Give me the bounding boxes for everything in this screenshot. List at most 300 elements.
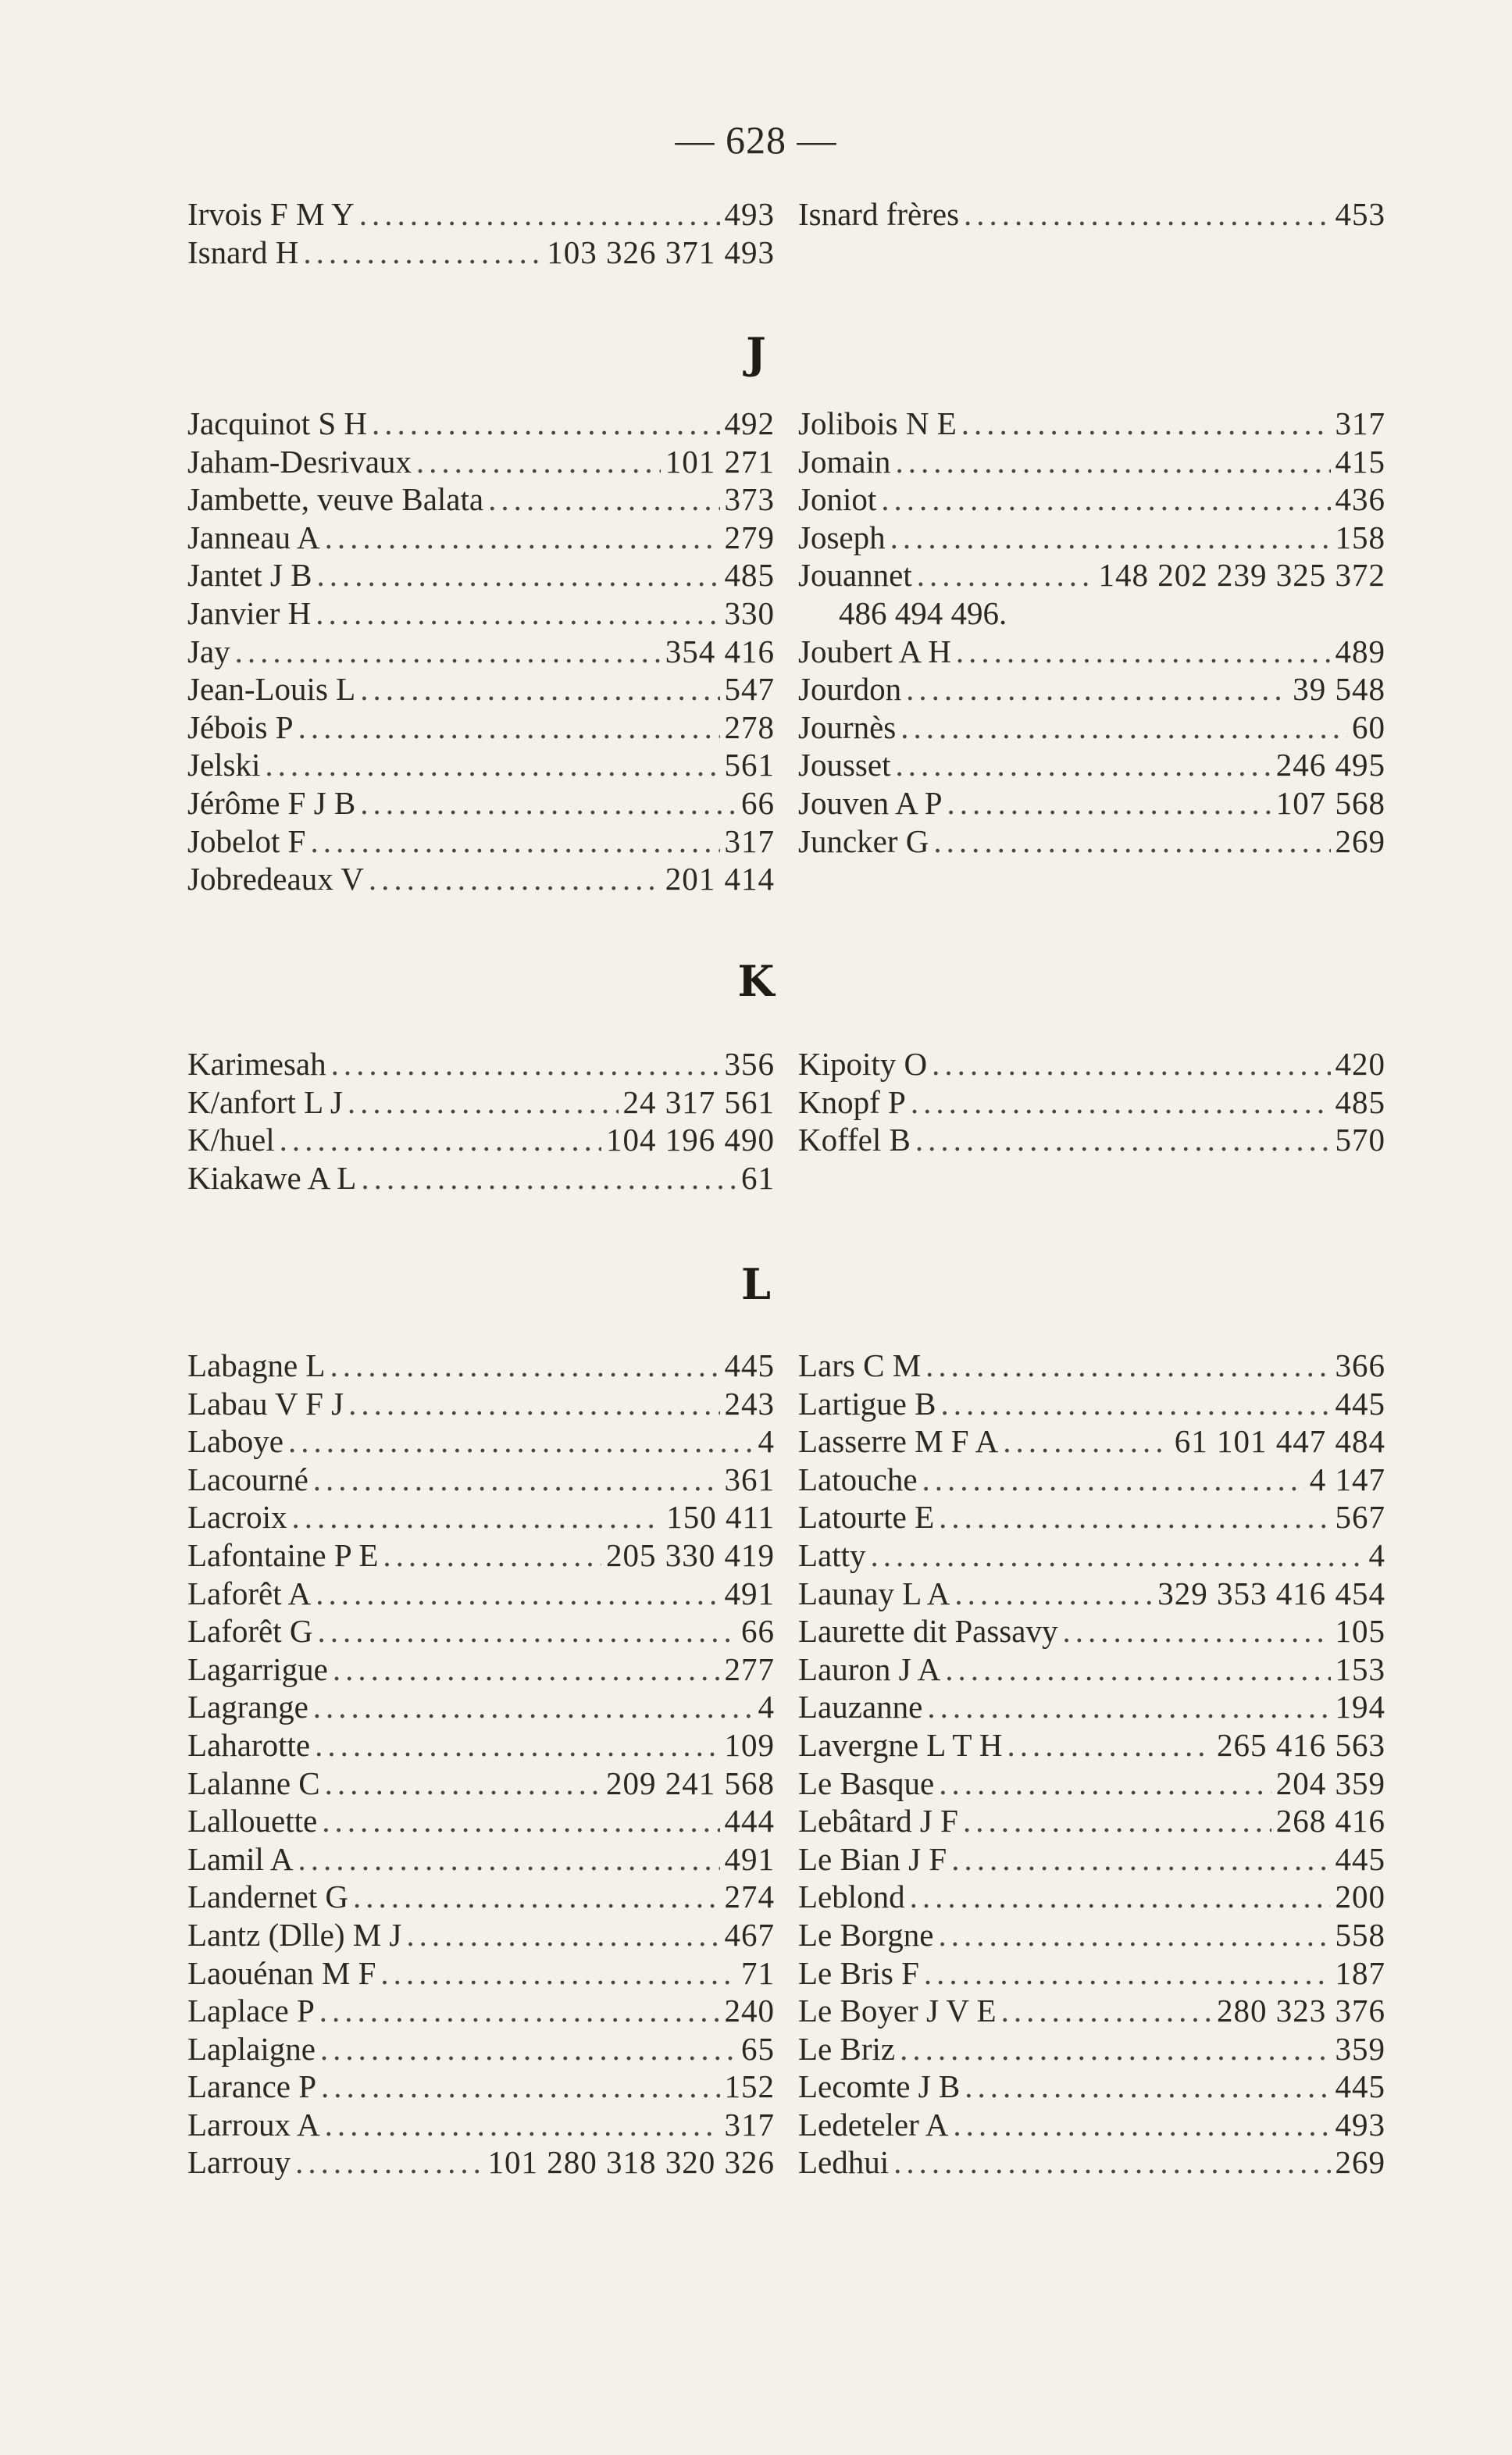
entry-name: Kiakawe A L xyxy=(187,1159,357,1196)
section-letter-j: J xyxy=(746,328,766,378)
entry-pages: 489 xyxy=(1335,633,1385,669)
entry-pages: 268 416 xyxy=(1275,1803,1385,1839)
leader-dots xyxy=(280,1121,601,1158)
entry-pages: 359 xyxy=(1335,2030,1385,2067)
entry-name: Leblond xyxy=(798,1879,905,1915)
entry-pages: 317 xyxy=(724,822,775,859)
entry-name: Jomain xyxy=(798,443,891,480)
entry-name: Jean-Louis L xyxy=(187,671,356,708)
leader-dots xyxy=(1062,1612,1330,1650)
index-entry xyxy=(187,1461,775,1499)
index-entry xyxy=(187,1916,775,1954)
entry-name: 486 494 496. xyxy=(839,594,1007,631)
entry-name: Jolibois N E xyxy=(798,405,957,441)
leader-dots xyxy=(953,2106,1330,2143)
leader-dots xyxy=(265,746,719,783)
entry-name: Le Borgne xyxy=(798,1916,934,1953)
leader-dots xyxy=(1007,1726,1213,1764)
entry-pages: 445 xyxy=(1335,1840,1385,1877)
index-entry xyxy=(187,1498,775,1536)
entry-name: Le Bian J F xyxy=(798,1840,947,1877)
index-entry xyxy=(187,1954,775,1993)
index-entry xyxy=(798,708,1385,747)
entry-name: Le Boyer J V E xyxy=(798,1993,997,2029)
index-entry xyxy=(798,1840,1385,1879)
entry-pages: 204 359 xyxy=(1275,1765,1385,1801)
entry-pages: 280 323 376 xyxy=(1217,1993,1385,2029)
leader-dots xyxy=(325,2106,720,2143)
entry-name: Jérôme F J B xyxy=(187,784,356,821)
entry-name: Lars C M xyxy=(798,1347,922,1383)
entry-pages: 493 xyxy=(1335,2106,1385,2143)
index-column-l-left xyxy=(187,1347,775,2182)
index-entry xyxy=(187,784,775,822)
index-entry xyxy=(187,519,775,557)
index-entry xyxy=(798,519,1385,557)
entry-name: Lavergne L T H xyxy=(798,1726,1003,1763)
index-entry xyxy=(187,1612,775,1650)
entry-name: Jousset xyxy=(798,747,891,783)
index-entry xyxy=(187,1688,775,1726)
index-entry xyxy=(187,594,775,633)
entry-pages: 558 xyxy=(1335,1916,1385,1953)
index-entry xyxy=(798,670,1385,708)
entry-name: Laplaigne xyxy=(187,2030,316,2067)
leader-dots xyxy=(871,1536,1364,1574)
entry-pages: 453 xyxy=(1335,196,1385,232)
index-entry xyxy=(187,480,775,519)
entry-pages: 109 xyxy=(724,1726,775,1763)
entry-name: Joubert A H xyxy=(798,633,951,669)
leader-dots xyxy=(895,746,1271,783)
entry-name: K/anfort L J xyxy=(187,1083,343,1120)
index-entry xyxy=(798,1575,1385,1613)
entry-name: Lantz (Dlle) M J xyxy=(187,1916,402,1953)
entry-name: Labau V F J xyxy=(187,1385,344,1422)
entry-name: Jobelot F xyxy=(187,822,306,859)
index-column-i-right xyxy=(798,195,1385,234)
entry-pages: 445 xyxy=(1335,2068,1385,2105)
index-entry xyxy=(187,746,775,784)
entry-name: Lamil A xyxy=(187,1840,294,1877)
leader-dots xyxy=(893,2143,1330,2181)
entry-pages: 4 147 xyxy=(1309,1461,1385,1497)
index-entry xyxy=(187,2030,775,2068)
entry-name: Juncker G xyxy=(798,822,929,859)
entry-name: Lauron J A xyxy=(798,1650,941,1687)
entry-name: Lasserre M F A xyxy=(798,1423,999,1460)
index-entry xyxy=(798,1878,1385,1916)
leader-dots xyxy=(915,1121,1331,1158)
leader-dots xyxy=(295,2143,483,2181)
entry-name: Lauzanne xyxy=(798,1689,923,1725)
leader-dots xyxy=(927,1688,1330,1725)
entry-name: Ledhui xyxy=(798,2144,890,2181)
entry-pages: 561 xyxy=(724,747,775,783)
index-entry xyxy=(187,2106,775,2144)
entry-name: Laplace P xyxy=(187,1993,315,2029)
index-entry xyxy=(187,1121,775,1159)
entry-pages: 491 xyxy=(724,1575,775,1611)
index-entry xyxy=(798,1916,1385,1954)
index-entry xyxy=(187,1840,775,1879)
leader-dots xyxy=(361,1159,736,1197)
entry-name: Lebâtard J F xyxy=(798,1803,958,1839)
entry-name: Jambette, veuve Balata xyxy=(187,481,484,518)
entry-name: Kipoity O xyxy=(798,1046,928,1082)
entry-name: Janneau A xyxy=(187,519,320,555)
leader-dots xyxy=(947,784,1271,822)
entry-pages: 269 xyxy=(1335,822,1385,859)
index-entry xyxy=(798,1045,1385,1083)
entry-name: Jelski xyxy=(187,747,261,783)
leader-dots xyxy=(940,1385,1330,1422)
entry-pages: 205 330 419 xyxy=(606,1536,775,1573)
index-entry xyxy=(798,1765,1385,1803)
index-entry xyxy=(187,1575,775,1613)
index-entry xyxy=(187,1385,775,1423)
entry-name: Larroux A xyxy=(187,2106,320,2143)
entry-pages: 485 xyxy=(724,557,775,594)
leader-dots xyxy=(965,2068,1330,2105)
entry-pages: 66 xyxy=(741,784,775,821)
leader-dots xyxy=(330,1347,719,1384)
section-letter-l: L xyxy=(741,1259,771,1309)
index-entry xyxy=(798,1498,1385,1536)
index-entry xyxy=(187,1650,775,1689)
leader-dots xyxy=(964,195,1330,233)
entry-pages: 420 xyxy=(1335,1046,1385,1082)
entry-pages: 24 317 561 xyxy=(622,1083,775,1120)
entry-pages: 354 416 xyxy=(665,633,775,669)
entry-pages: 373 xyxy=(724,481,775,518)
entry-pages: 278 xyxy=(724,708,775,745)
leader-dots xyxy=(488,480,719,518)
leader-dots xyxy=(900,708,1347,746)
entry-pages: 445 xyxy=(1335,1385,1385,1422)
leader-dots xyxy=(932,1045,1330,1083)
index-entry xyxy=(798,1461,1385,1499)
index-entry xyxy=(798,1688,1385,1726)
leader-dots xyxy=(939,1498,1330,1536)
entry-pages: 547 xyxy=(724,671,775,708)
entry-pages: 101 271 xyxy=(665,443,775,480)
index-entry xyxy=(187,234,775,272)
leader-dots xyxy=(939,1765,1271,1802)
entry-name: Jourdon xyxy=(798,671,902,708)
index-column-l-right xyxy=(798,1347,1385,2182)
entry-name: Latty xyxy=(798,1536,866,1573)
entry-pages: 61 xyxy=(741,1159,775,1196)
entry-name: Launay L A xyxy=(798,1575,950,1611)
leader-dots xyxy=(925,1347,1330,1384)
entry-name: Lartigue B xyxy=(798,1385,936,1422)
entry-pages: 317 xyxy=(724,2106,775,2143)
entry-pages: 246 495 xyxy=(1275,747,1385,783)
entry-pages: 66 xyxy=(741,1613,775,1650)
entry-pages: 269 xyxy=(1335,2144,1385,2181)
leader-dots xyxy=(288,1422,754,1460)
leader-dots xyxy=(951,1840,1330,1878)
entry-name: Lacourné xyxy=(187,1461,308,1497)
entry-name: Jaham-Desrivaux xyxy=(187,443,412,480)
index-column-j-right xyxy=(798,405,1385,860)
leader-dots xyxy=(359,195,720,233)
leader-dots xyxy=(325,519,720,556)
index-entry xyxy=(798,1536,1385,1575)
leader-dots xyxy=(353,1878,719,1915)
leader-dots xyxy=(315,1726,719,1764)
index-entry xyxy=(187,405,775,443)
leader-dots xyxy=(380,1954,736,1992)
leader-dots xyxy=(316,556,719,594)
leader-dots xyxy=(298,708,720,746)
entry-pages: 329 353 416 454 xyxy=(1157,1575,1385,1611)
entry-pages: 467 xyxy=(724,1916,775,1953)
entry-pages: 4 xyxy=(1368,1536,1385,1573)
entry-pages: 103 326 371 493 xyxy=(547,234,775,270)
entry-name: Lecomte J B xyxy=(798,2068,961,2105)
entry-pages: 200 xyxy=(1335,1879,1385,1915)
leader-dots xyxy=(1003,1422,1170,1460)
index-entry xyxy=(798,784,1385,822)
leader-dots xyxy=(316,1575,719,1612)
entry-pages: 104 196 490 xyxy=(606,1122,775,1158)
index-entry xyxy=(798,1802,1385,1840)
index-entry xyxy=(187,708,775,747)
index-entry xyxy=(187,1536,775,1575)
leader-dots xyxy=(333,1650,720,1688)
page-number: — 628 — xyxy=(675,118,837,162)
index-entry xyxy=(187,1045,775,1083)
index-entry xyxy=(798,1992,1385,2030)
index-entry xyxy=(187,670,775,708)
index-column-j-left xyxy=(187,405,775,898)
leader-dots xyxy=(906,670,1288,708)
entry-pages: 240 xyxy=(724,1993,775,2029)
index-entry xyxy=(187,1083,775,1122)
leader-dots xyxy=(954,1575,1153,1612)
index-entry xyxy=(798,1385,1385,1423)
entry-name: Jouannet xyxy=(798,557,912,594)
index-entry xyxy=(187,860,775,898)
entry-name: Lalanne C xyxy=(187,1765,320,1801)
entry-name: Laboye xyxy=(187,1423,284,1460)
entry-name: Joseph xyxy=(798,519,886,555)
index-column-k-left xyxy=(187,1045,775,1197)
leader-dots xyxy=(291,1498,662,1536)
entry-name: Isnard H xyxy=(187,234,299,270)
entry-pages: 567 xyxy=(1335,1499,1385,1536)
entry-name: Lallouette xyxy=(187,1803,318,1839)
section-letter-k: K xyxy=(737,956,775,1006)
index-entry xyxy=(187,633,775,671)
leader-dots xyxy=(331,1045,720,1083)
index-entry xyxy=(798,1347,1385,1385)
entry-name: Karimesah xyxy=(187,1046,326,1082)
entry-pages: 317 xyxy=(1335,405,1385,441)
leader-dots xyxy=(318,1612,737,1650)
entry-pages: 4 xyxy=(758,1423,775,1460)
leader-dots xyxy=(911,1083,1331,1121)
index-entry xyxy=(187,1992,775,2030)
index-entry xyxy=(798,1612,1385,1650)
entry-name: Lagarrigue xyxy=(187,1650,328,1687)
entry-name: Le Briz xyxy=(798,2030,896,2067)
index-entry xyxy=(798,822,1385,861)
entry-pages: 39 548 xyxy=(1293,671,1385,708)
leader-dots xyxy=(900,2030,1330,2068)
entry-pages: 277 xyxy=(724,1650,775,1687)
entry-pages: 194 xyxy=(1335,1689,1385,1725)
leader-dots xyxy=(321,2068,719,2105)
index-entry xyxy=(798,2143,1385,2182)
entry-pages: 493 xyxy=(724,196,775,232)
leader-dots xyxy=(360,784,736,822)
leader-dots xyxy=(910,1878,1331,1915)
entry-name: Laouénan M F xyxy=(187,1954,376,1991)
entry-name: Larrouy xyxy=(187,2144,291,2181)
index-entry xyxy=(798,2068,1385,2106)
index-column-i-left xyxy=(187,195,775,271)
leader-dots xyxy=(313,1461,720,1498)
entry-pages: 150 411 xyxy=(666,1499,775,1536)
leader-dots xyxy=(298,1840,720,1878)
entry-pages: 444 xyxy=(724,1803,775,1839)
entry-pages: 445 xyxy=(724,1347,775,1383)
entry-pages: 187 xyxy=(1335,1954,1385,1991)
leader-dots xyxy=(325,1765,601,1802)
index-entry xyxy=(187,556,775,594)
entry-pages: 492 xyxy=(724,405,775,441)
index-entry xyxy=(187,1802,775,1840)
entry-pages: 101 280 318 320 326 xyxy=(487,2144,775,2181)
leader-dots xyxy=(360,670,719,708)
leader-dots xyxy=(881,480,1330,518)
leader-dots xyxy=(348,1083,619,1121)
index-column-k-right xyxy=(798,1045,1385,1159)
index-entry xyxy=(798,1954,1385,1993)
entry-name: Lafontaine P E xyxy=(187,1536,379,1573)
leader-dots xyxy=(369,860,661,897)
index-entry-continuation xyxy=(798,594,1385,633)
leader-dots xyxy=(406,1916,719,1954)
entry-pages: 265 416 563 xyxy=(1217,1726,1385,1763)
entry-name: Jantet J B xyxy=(187,557,312,594)
leader-dots xyxy=(922,1461,1305,1498)
leader-dots xyxy=(372,405,719,442)
entry-name: Le Bris F xyxy=(798,1954,919,1991)
entry-pages: 415 xyxy=(1335,443,1385,480)
leader-dots xyxy=(917,556,1094,594)
entry-pages: 158 xyxy=(1335,519,1385,555)
leader-dots xyxy=(383,1536,601,1574)
leader-dots xyxy=(348,1385,719,1422)
entry-pages: 330 xyxy=(724,594,775,631)
index-entry xyxy=(798,2030,1385,2068)
leader-dots xyxy=(322,1802,719,1839)
entry-pages: 152 xyxy=(724,2068,775,2105)
index-entry xyxy=(798,1422,1385,1461)
index-entry xyxy=(798,195,1385,234)
index-entry xyxy=(187,1159,775,1197)
entry-pages: 105 xyxy=(1335,1613,1385,1650)
leader-dots xyxy=(235,633,661,670)
entry-pages: 60 xyxy=(1352,708,1385,745)
entry-pages: 71 xyxy=(741,1954,775,1991)
leader-dots xyxy=(938,1916,1330,1954)
entry-pages: 107 568 xyxy=(1275,784,1385,821)
leader-dots xyxy=(956,633,1331,670)
leader-dots xyxy=(416,443,661,480)
index-entry xyxy=(187,1726,775,1765)
index-entry xyxy=(187,1422,775,1461)
entry-pages: 436 xyxy=(1335,481,1385,518)
index-entry xyxy=(187,2143,775,2182)
entry-name: Lacroix xyxy=(187,1499,287,1536)
index-entry xyxy=(798,1650,1385,1689)
entry-pages: 279 xyxy=(724,519,775,555)
entry-pages: 61 101 447 484 xyxy=(1174,1423,1385,1460)
entry-name: K/huel xyxy=(187,1122,275,1158)
entry-pages: 65 xyxy=(741,2030,775,2067)
entry-name: Laforêt G xyxy=(187,1613,313,1650)
leader-dots xyxy=(890,519,1331,556)
entry-pages: 153 xyxy=(1335,1650,1385,1687)
entry-name: Laforêt A xyxy=(187,1575,312,1611)
entry-pages: 356 xyxy=(724,1046,775,1082)
leader-dots xyxy=(319,1992,720,2029)
leader-dots xyxy=(895,443,1330,480)
entry-pages: 201 414 xyxy=(665,861,775,897)
entry-name: Ledeteler A xyxy=(798,2106,949,2143)
index-entry xyxy=(798,405,1385,443)
index-entry xyxy=(187,443,775,481)
entry-name: Laharotte xyxy=(187,1726,311,1763)
leader-dots xyxy=(311,822,720,860)
entry-name: Jay xyxy=(187,633,230,669)
entry-name: Landernet G xyxy=(187,1879,349,1915)
leader-dots xyxy=(961,405,1331,442)
entry-name: Joniot xyxy=(798,481,877,518)
index-entry xyxy=(187,2068,775,2106)
entry-name: Journès xyxy=(798,708,897,745)
index-entry xyxy=(187,1765,775,1803)
index-entry xyxy=(187,822,775,861)
index-entry xyxy=(187,1347,775,1385)
entry-pages: 148 202 239 325 372 xyxy=(1098,557,1385,594)
entry-pages: 361 xyxy=(724,1461,775,1497)
index-entry xyxy=(798,2106,1385,2144)
entry-name: Labagne L xyxy=(187,1347,326,1383)
index-entry xyxy=(187,1878,775,1916)
entry-pages: 274 xyxy=(724,1879,775,1915)
entry-pages: 209 241 568 xyxy=(606,1765,775,1801)
entry-name: Larance P xyxy=(187,2068,317,2105)
entry-name: Irvois F M Y xyxy=(187,196,355,232)
entry-name: Latourte E xyxy=(798,1499,935,1536)
leader-dots xyxy=(963,1802,1271,1839)
entry-name: Jébois P xyxy=(187,708,294,745)
entry-name: Latouche xyxy=(798,1461,918,1497)
entry-name: Koffel B xyxy=(798,1122,911,1158)
index-entry xyxy=(798,1121,1385,1159)
entry-name: Janvier H xyxy=(187,594,312,631)
entry-name: Isnard frères xyxy=(798,196,960,232)
entry-name: Jouven A P xyxy=(798,784,943,821)
leader-dots xyxy=(924,1954,1331,1992)
entry-pages: 243 xyxy=(724,1385,775,1422)
